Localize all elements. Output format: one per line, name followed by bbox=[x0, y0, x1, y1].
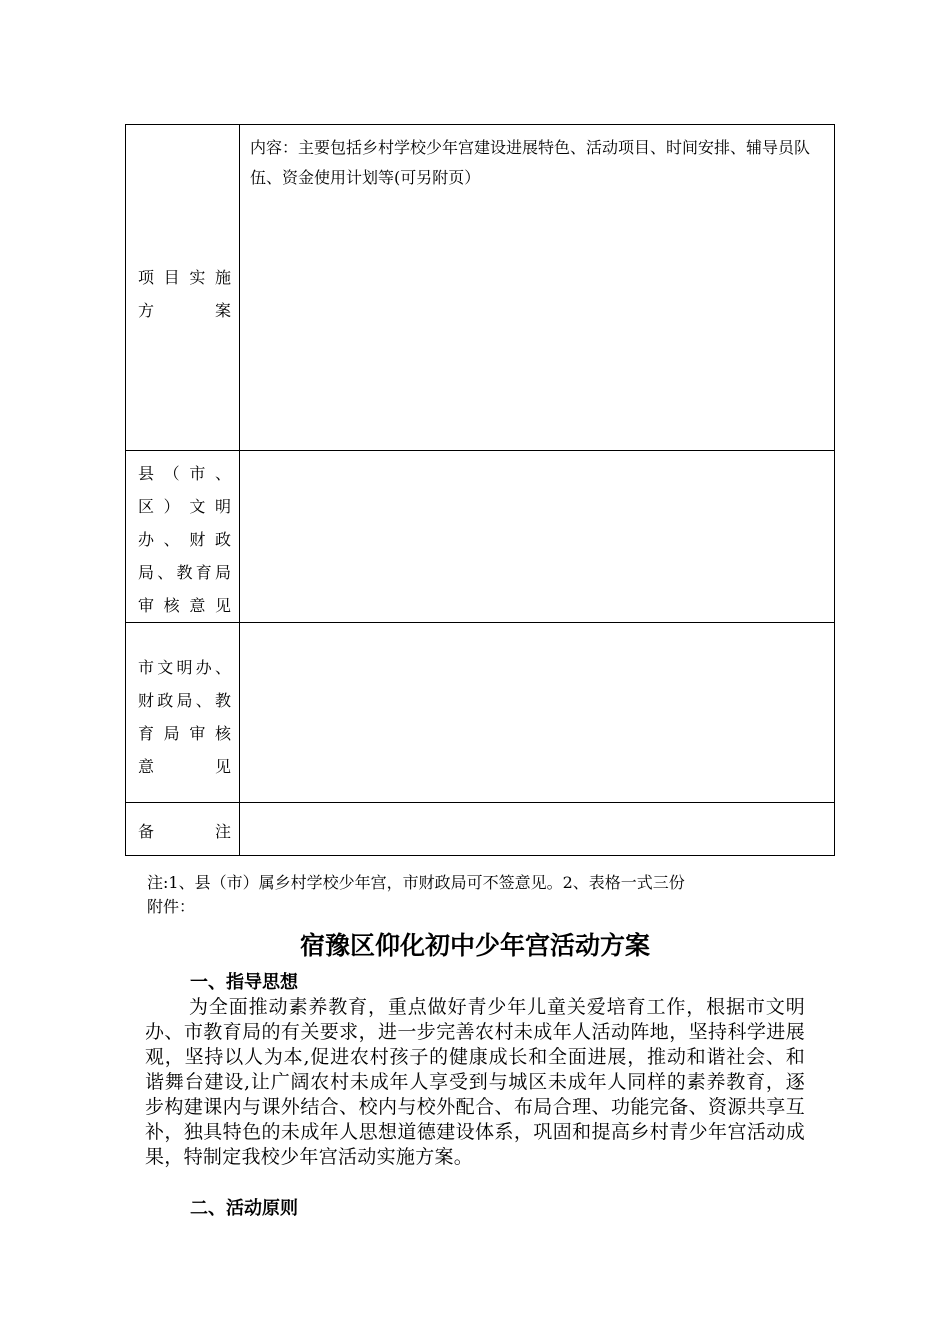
document-title: 宿豫区仰化初中少年宫活动方案 bbox=[299, 931, 650, 960]
label-line: 局、教育局 bbox=[138, 563, 231, 582]
attachment-label: 附件： bbox=[147, 897, 196, 916]
table-row-remarks bbox=[126, 803, 835, 856]
city-review-content-cell[interactable] bbox=[240, 623, 835, 803]
row-label-cell bbox=[126, 623, 240, 803]
table-row-county-review bbox=[126, 451, 835, 623]
label-line: 项目实施 bbox=[138, 268, 231, 287]
row-label-cell bbox=[126, 451, 240, 623]
label-line: 办、财政 bbox=[138, 530, 231, 549]
label-line: 区）文明 bbox=[138, 497, 231, 516]
table-note bbox=[147, 871, 685, 919]
note-line: 注:1、县（市）属乡村学校少年宫，市财政局可不签意见。2、表格一式三份 bbox=[147, 873, 685, 892]
label-line: 意见 bbox=[138, 757, 231, 776]
section-heading-guiding-ideology: 一、指导思想 bbox=[190, 972, 298, 993]
label-line: 县（市、 bbox=[138, 464, 231, 483]
table-row-implementation-plan bbox=[126, 125, 835, 451]
label-line: 方案 bbox=[138, 301, 231, 320]
label-line: 备注 bbox=[138, 822, 231, 841]
row-content-cell bbox=[240, 125, 835, 451]
section-heading-activity-principles: 二、活动原则 bbox=[190, 1198, 298, 1219]
approval-form-table bbox=[125, 124, 835, 856]
guiding-ideology-paragraph: 为全面推动素养教育，重点做好青少年儿童关爱培育工作，根据市文明办、市教育局的有关要求，进一步完善农村未成年人活动阵地，坚持科学进展观，坚持以人为本,促进农村孩子的健康成长和全面进展，推动和谐社会、和谐舞台建设,让广阔农村未成年人享受到与城区未成年人同样的素养教育，逐步构建课内与课外结合、校内与校外配合、布局合理、功能完备、资源共享互补，独具特色的未成年人思想道德建设体系，巩固和提高乡村青少年宫活动成果，特制定我校少年宫活动实施方案。 bbox=[145, 996, 805, 1168]
row-label bbox=[126, 623, 239, 783]
remarks-content-cell[interactable] bbox=[240, 803, 835, 856]
label-line: 市文明办、 bbox=[138, 658, 231, 677]
implementation-plan-content: 内容：主要包括乡村学校少年宫建设进展特色、活动项目、时间安排、辅导员队伍、资金使用计划等(可另附页） bbox=[250, 138, 811, 187]
table-row-city-review bbox=[126, 623, 835, 803]
row-label bbox=[126, 803, 239, 848]
label-line: 审核意见 bbox=[138, 596, 231, 615]
row-label-cell bbox=[126, 125, 240, 451]
label-line: 育局审核 bbox=[138, 724, 231, 743]
label-line: 财政局、教 bbox=[138, 691, 231, 710]
row-label-cell bbox=[126, 803, 240, 856]
row-label bbox=[126, 451, 239, 622]
row-label bbox=[126, 125, 239, 327]
county-review-content-cell[interactable] bbox=[240, 451, 835, 623]
